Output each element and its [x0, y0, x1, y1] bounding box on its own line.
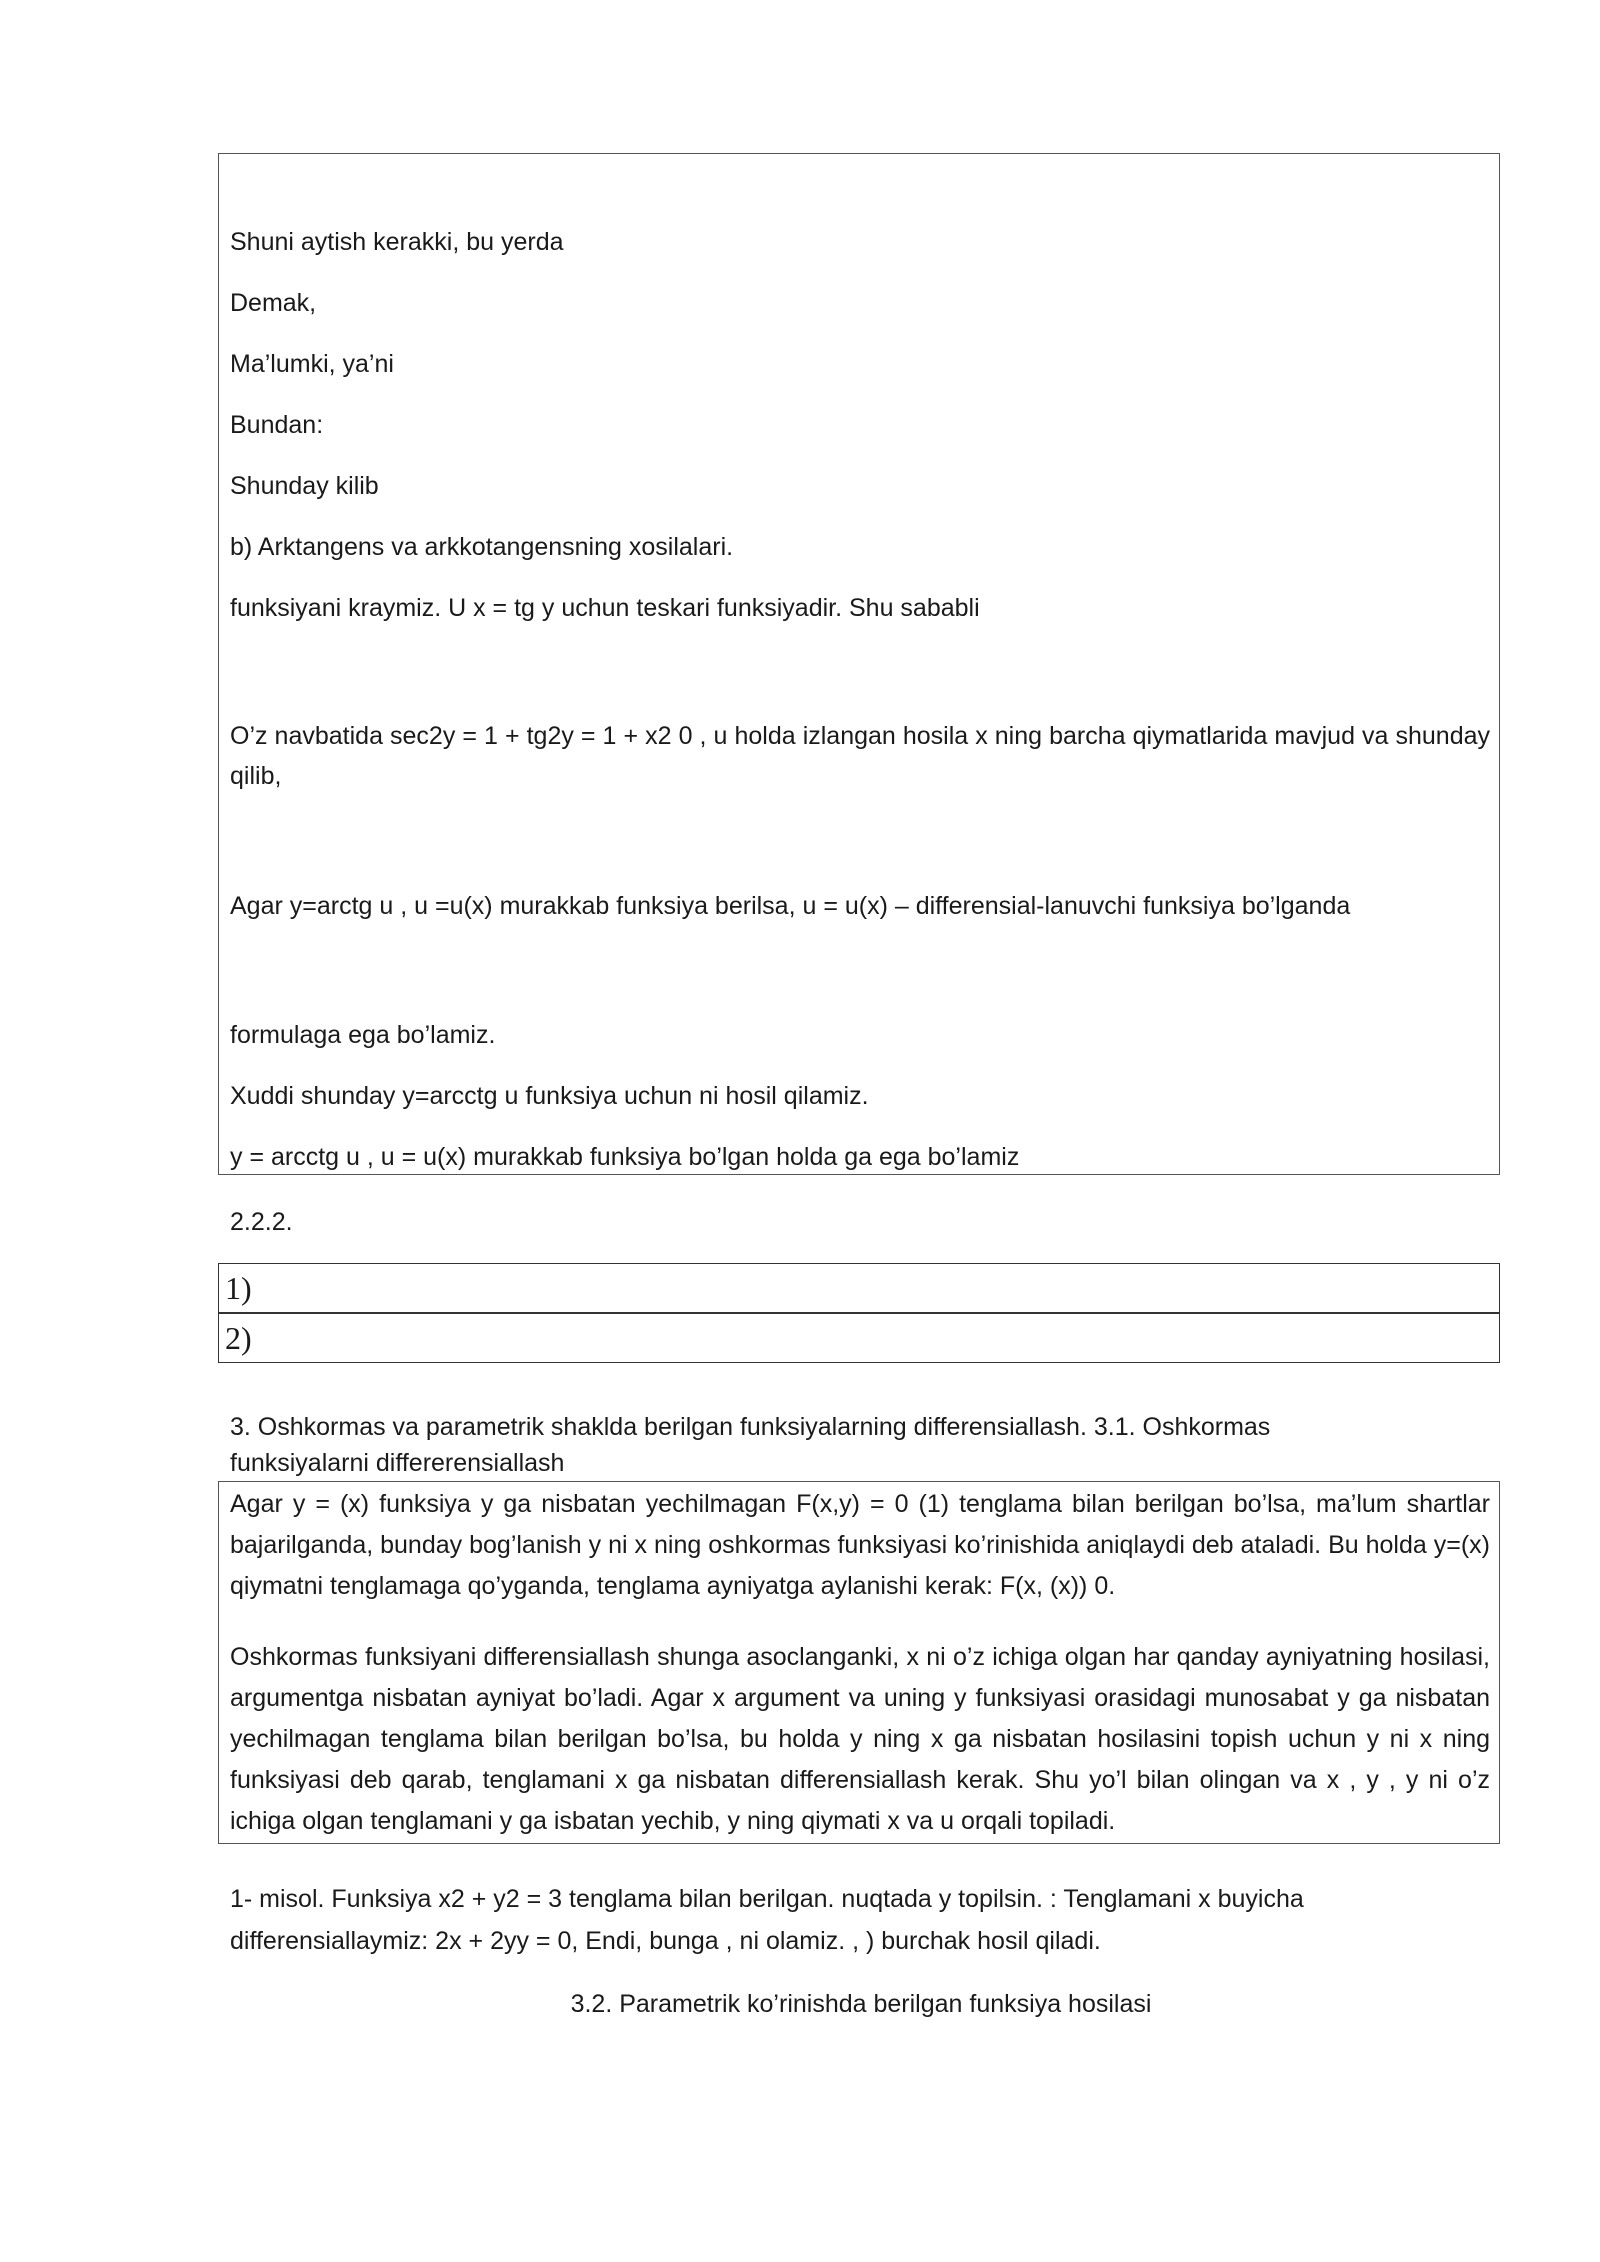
text-line: Demak, — [230, 289, 317, 317]
paragraph-agar: Agar y=arctg u , u =u(x) murakkab funksiya berilsa, u = u(x) – differensial-lanuvchi funksiya bo’lganda — [230, 892, 1351, 920]
example-text: 1- misol. Funksiya x2 + y2 = 3 tenglama bilan berilgan. nuqtada y topilsin. : Tenglamani x buyicha differensiallaymiz: 2x + 2yy = 0, Endi, bunga , ni olamiz. , ) burchak hosil qiladi. — [230, 1885, 1304, 1955]
text-line: Shuni aytish kerakki, bu yerda — [230, 228, 564, 256]
numbered-row-2: 2) — [218, 1313, 1500, 1363]
text-line: Bundan: — [230, 411, 324, 439]
text-line: y = arcctg u , u = u(x) murakkab funksiya bo’lgan holda ga ega bo’lamiz — [230, 1143, 1020, 1171]
text-line: formulaga ega bo’lamiz. — [230, 1021, 496, 1049]
paragraph-differentiation: Oshkormas funksiyani differensiallash shunga asoclanganki, x ni o’z ichiga olgan har qanday ayniyatning hosilasi, argumentga nisbatan ayniyat bo’ladi. Agar x argument va uning y funksiyasi orasidagi munosabat y ga nisbatan yechilmagan tenglama bilan berilgan bo’lsa, bu holda y ning x ga nisbatan hosilasini topish uchun y ni x ning funksiyasi deb qarab, tenglamani x ga nisbatan differensiallash kerak. Shu yo’l bilan olingan va x , y , y ni o’z ichiga olgan tenglamani y ga isbatan yechib, y ning qiymati x va u orqali topiladi. — [230, 1643, 1490, 1835]
paragraph-definition: Agar y = (x) funksiya y ga nisbatan yechilmagan F(x,y) = 0 (1) tenglama bilan berilgan bo’lsa, ma’lum shartlar bajarilganda, bunday bog’lanish y ni x ning oshkormas funksiyasi ko’rinishida aniqlaydi deb ataladi. Bu holda y=(x) qiymatni tenglamaga qo’yganda, tenglama ayniyatga aylanishi kerak: F(x, (x)) 0. — [230, 1490, 1490, 1600]
section-number: 2.2.2. — [230, 1208, 293, 1236]
paragraph-sec: O’z navbatida sec2y = 1 + tg2y = 1 + x2 0 , u holda izlangan hosila x ning barcha qiymatlarida mavjud va shunday qilib, — [230, 722, 1490, 790]
text-line: Xuddi shunday y=arcctg u funksiya uchun ni hosil qilamiz. — [230, 1082, 869, 1110]
section-heading-3-2: 3.2. Parametrik ko’rinishda berilgan funksiya hosilasi — [570, 1990, 1152, 2018]
numbered-row-1: 1) — [218, 1263, 1500, 1313]
section-heading: 3. Oshkormas va parametrik shaklda berilgan funksiyalarning differensiallash. 3.1. Oshkormas funksiyalarni differerensiallash — [230, 1413, 1271, 1477]
text-line: b) Arktangens va arkkotangensning xosilalari. — [230, 533, 734, 561]
text-line: funksiyani kraymiz. U x = tg y uchun teskari funksiyadir. Shu sababli — [230, 594, 980, 622]
text-line: Ma’lumki, ya’ni — [230, 350, 394, 378]
text-line: Shunday kilib — [230, 472, 379, 500]
